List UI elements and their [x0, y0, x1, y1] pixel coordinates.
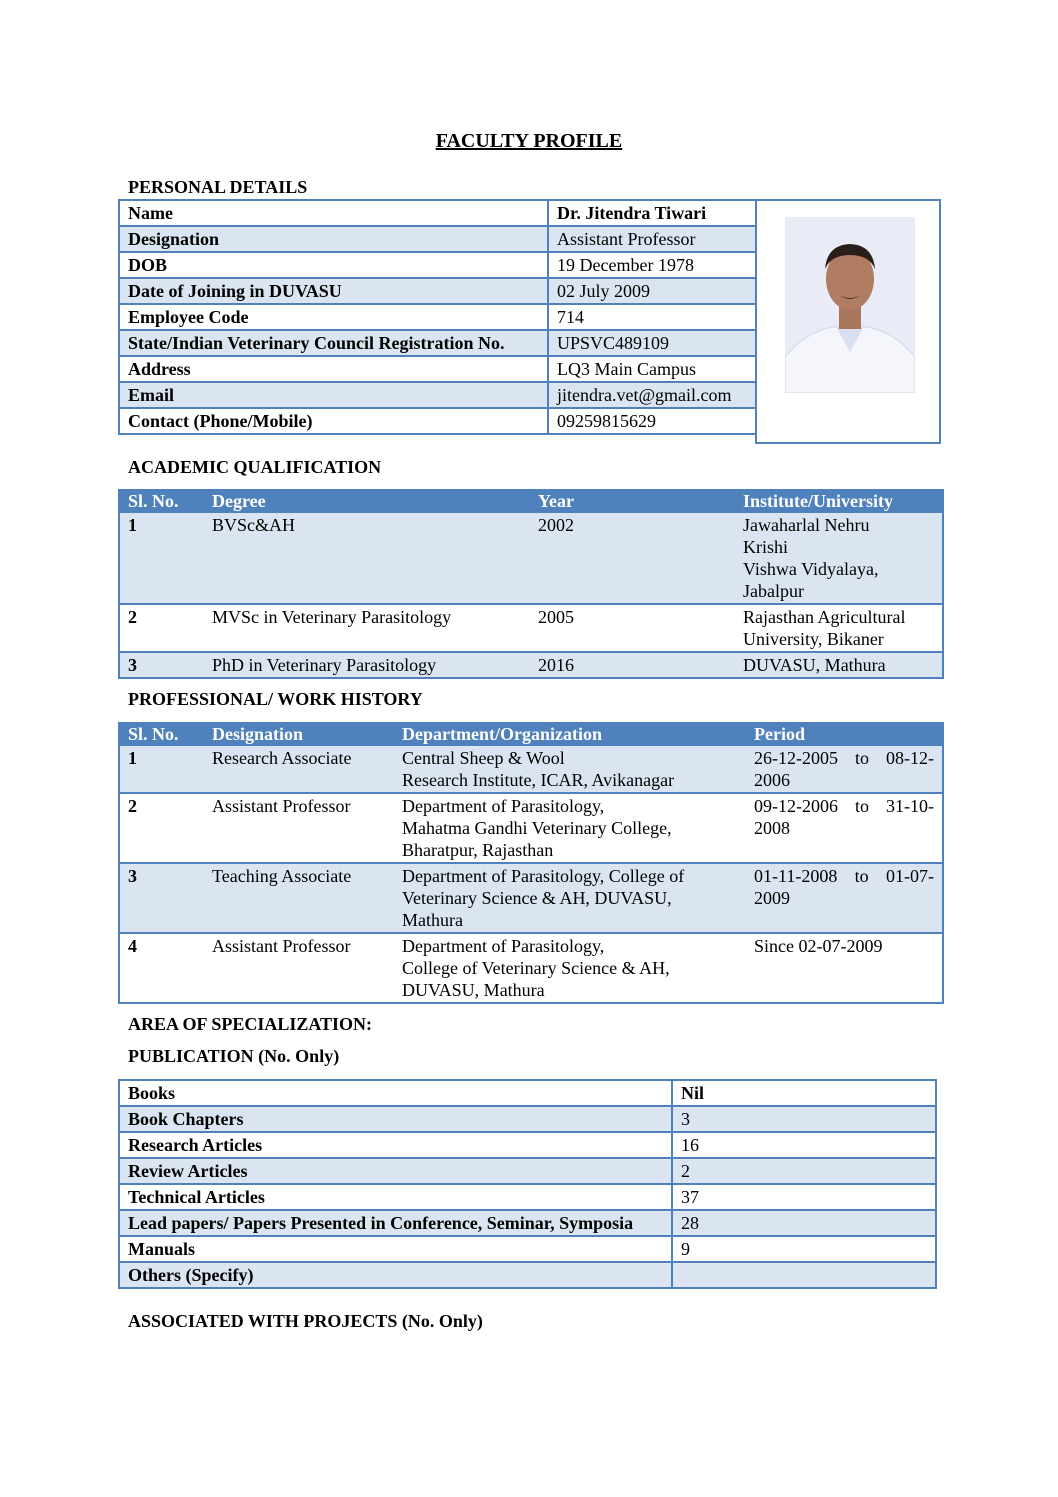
table-row — [119, 933, 943, 1003]
projects-heading: ASSOCIATED WITH PROJECTS (No. Only) — [128, 1311, 483, 1331]
row-value — [672, 1262, 936, 1288]
table-header-row — [119, 489, 943, 513]
cell-degree: MVSc in Veterinary Parasitology — [204, 604, 530, 652]
cell-year: 2002 — [530, 513, 735, 604]
row-label: Manuals — [119, 1236, 672, 1262]
row-value: 16 — [672, 1132, 936, 1158]
cell-period — [746, 933, 943, 1003]
personal-details-table — [118, 199, 758, 435]
table-row — [119, 604, 943, 652]
line: Jawaharlal Nehru — [743, 515, 870, 535]
line: Bharatpur, Rajasthan — [402, 840, 554, 860]
table-row — [119, 1158, 936, 1184]
line: DUVASU, Mathura — [402, 980, 545, 1000]
line: Jabalpur — [743, 581, 804, 601]
cell-department — [394, 746, 746, 793]
cell-sl: 2 — [119, 793, 204, 863]
cell-institute — [735, 513, 943, 604]
row-label: Contact (Phone/Mobile) — [119, 408, 548, 434]
row-label: Others (Specify) — [119, 1262, 672, 1288]
row-label: Date of Joining in DUVASU — [119, 278, 548, 304]
line: Research Institute, ICAR, Avikanagar — [402, 770, 675, 790]
line: 2006 — [754, 770, 790, 790]
line: Central Sheep & Wool — [402, 748, 565, 768]
row-value: 714 — [548, 304, 757, 330]
cell-department — [394, 793, 746, 863]
cell-designation: Assistant Professor — [204, 933, 394, 1003]
cell-sl: 4 — [119, 933, 204, 1003]
row-value: 9 — [672, 1236, 936, 1262]
cell-period — [746, 863, 943, 933]
line: Rajasthan Agricultural — [743, 607, 906, 627]
personal-details-heading: PERSONAL DETAILS — [128, 177, 308, 197]
column-header: Department/Organization — [394, 722, 746, 746]
table-row — [119, 330, 757, 356]
cell-year: 2005 — [530, 604, 735, 652]
table-row — [119, 1080, 936, 1106]
line: Krishi — [743, 537, 788, 557]
specialization-heading: AREA OF SPECIALIZATION: — [128, 1014, 373, 1034]
cell-department — [394, 863, 746, 933]
table-row — [119, 1210, 936, 1236]
cell-year: 2016 — [530, 652, 735, 678]
column-header: Degree — [204, 489, 530, 513]
cell-sl: 3 — [119, 863, 204, 933]
academic-table — [118, 489, 944, 679]
photo-frame — [755, 199, 941, 444]
work-history-table — [118, 722, 944, 1004]
publication-table — [118, 1079, 937, 1289]
table-row — [119, 1262, 936, 1288]
line: 2008 — [754, 818, 790, 838]
cell-department — [394, 933, 746, 1003]
page-title: FACULTY PROFILE — [435, 130, 623, 152]
table-row — [119, 200, 757, 226]
row-label: Technical Articles — [119, 1184, 672, 1210]
table-row — [119, 863, 943, 933]
table-row — [119, 1184, 936, 1210]
row-label: Review Articles — [119, 1158, 672, 1184]
table-row — [119, 356, 757, 382]
row-label: Name — [119, 200, 548, 226]
row-value: 09259815629 — [548, 408, 757, 434]
profile-photo — [785, 217, 915, 393]
cell-period — [746, 746, 943, 793]
table-row — [119, 252, 757, 278]
column-header: Institute/University — [735, 489, 943, 513]
line: Department of Parasitology, College of — [402, 866, 685, 886]
row-label: Research Articles — [119, 1132, 672, 1158]
table-row — [119, 1106, 936, 1132]
cell-designation: Assistant Professor — [204, 793, 394, 863]
table-row — [119, 1236, 936, 1262]
cell-sl: 1 — [119, 513, 204, 604]
line: 2009 — [754, 888, 790, 908]
table-row — [119, 793, 943, 863]
academic-heading: ACADEMIC QUALIFICATION — [128, 457, 382, 477]
row-label: State/Indian Veterinary Council Registration No. — [119, 330, 548, 356]
cell-degree: PhD in Veterinary Parasitology — [204, 652, 530, 678]
cell-institute — [735, 652, 943, 678]
line: 09-12-2006 to 31-10- — [754, 796, 934, 816]
row-label: Employee Code — [119, 304, 548, 330]
row-label: DOB — [119, 252, 548, 278]
table-row — [119, 408, 757, 434]
table-row — [119, 382, 757, 408]
line: Mathura — [402, 910, 463, 930]
cell-sl: 3 — [119, 652, 204, 678]
publication-heading: PUBLICATION (No. Only) — [128, 1046, 340, 1066]
row-label: Lead papers/ Papers Presented in Conference, Seminar, Symposia — [119, 1210, 672, 1236]
column-header: Year — [530, 489, 735, 513]
column-header: Period — [746, 722, 943, 746]
table-row — [119, 278, 757, 304]
line: Mahatma Gandhi Veterinary College, — [402, 818, 672, 838]
row-value: UPSVC489109 — [548, 330, 757, 356]
column-header: Sl. No. — [119, 489, 204, 513]
cell-designation: Teaching Associate — [204, 863, 394, 933]
line: 26-12-2005 to 08-12- — [754, 748, 934, 768]
line: Vishwa Vidyalaya, — [743, 559, 879, 579]
table-row — [119, 652, 943, 678]
person-photo-icon — [785, 217, 915, 393]
row-label: Email — [119, 382, 548, 408]
row-value: jitendra.vet@gmail.com — [548, 382, 757, 408]
table-row — [119, 226, 757, 252]
cell-sl: 1 — [119, 746, 204, 793]
column-header: Designation — [204, 722, 394, 746]
cell-designation: Research Associate — [204, 746, 394, 793]
row-value: 3 — [672, 1106, 936, 1132]
row-value: Dr. Jitendra Tiwari — [548, 200, 757, 226]
line: College of Veterinary Science & AH, — [402, 958, 670, 978]
table-row — [119, 513, 943, 604]
row-value: Assistant Professor — [548, 226, 757, 252]
row-label: Address — [119, 356, 548, 382]
row-label: Book Chapters — [119, 1106, 672, 1132]
row-label: Designation — [119, 226, 548, 252]
row-label: Books — [119, 1080, 672, 1106]
line: University, Bikaner — [743, 629, 884, 649]
column-header: Sl. No. — [119, 722, 204, 746]
row-value: LQ3 Main Campus — [548, 356, 757, 382]
cell-sl: 2 — [119, 604, 204, 652]
line: Veterinary Science & AH, DUVASU, — [402, 888, 672, 908]
row-value: 37 — [672, 1184, 936, 1210]
row-value: 19 December 1978 — [548, 252, 757, 278]
line: Department of Parasitology, — [402, 936, 605, 956]
row-value: 28 — [672, 1210, 936, 1236]
cell-period — [746, 793, 943, 863]
work-history-heading: PROFESSIONAL/ WORK HISTORY — [128, 689, 423, 709]
cell-institute — [735, 604, 943, 652]
line: Since 02-07-2009 — [754, 936, 883, 956]
row-value: 02 July 2009 — [548, 278, 757, 304]
line: Department of Parasitology, — [402, 796, 605, 816]
line: DUVASU, Mathura — [743, 655, 886, 675]
row-value: 2 — [672, 1158, 936, 1184]
cell-degree: BVSc&AH — [204, 513, 530, 604]
line: 01-11-2008 to 01-07- — [754, 866, 934, 886]
table-row — [119, 746, 943, 793]
table-row — [119, 1132, 936, 1158]
table-row — [119, 304, 757, 330]
row-value: Nil — [672, 1080, 936, 1106]
table-header-row — [119, 722, 943, 746]
